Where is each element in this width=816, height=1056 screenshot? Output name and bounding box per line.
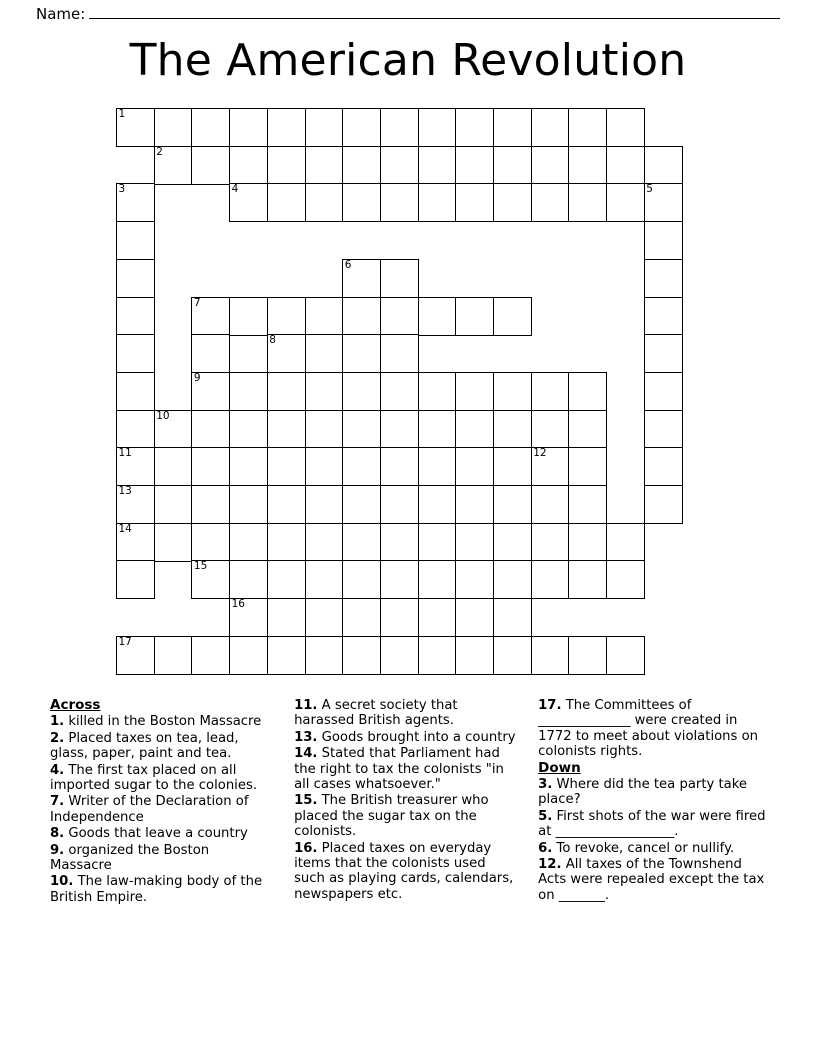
grid-cell-number: 7: [193, 296, 201, 309]
clue-text: The British treasurer who placed the sugar tax on the colonists.: [294, 793, 489, 840]
grid-cell[interactable]: [380, 372, 419, 411]
grid-cell[interactable]: [116, 108, 155, 147]
grid-cell[interactable]: [267, 410, 306, 449]
clue-item: [294, 730, 516, 745]
grid-cell[interactable]: [342, 334, 381, 373]
grid-cell[interactable]: [455, 636, 494, 675]
clue-number: 10.: [50, 874, 74, 890]
grid-cell[interactable]: [380, 485, 419, 524]
clue-item: [294, 793, 516, 839]
grid-cell[interactable]: [267, 297, 306, 336]
grid-cell[interactable]: [380, 146, 419, 185]
grid-cell[interactable]: [267, 108, 306, 147]
page-title: The American Revolution: [129, 35, 687, 86]
grid-cell[interactable]: [342, 259, 381, 298]
clue-number: 1.: [50, 714, 65, 730]
grid-cell[interactable]: [305, 146, 344, 185]
grid-cell-number: 12: [533, 447, 547, 460]
grid-cell[interactable]: [116, 410, 155, 449]
grid-cell-number: 10: [156, 409, 170, 422]
grid-cell[interactable]: [229, 560, 268, 599]
clue-number: 17.: [538, 698, 562, 713]
grid-cell[interactable]: [191, 447, 230, 486]
grid-cell[interactable]: [342, 410, 381, 449]
clue-number: 7.: [50, 794, 65, 810]
grid-cell[interactable]: [267, 636, 306, 675]
clue-text: Stated that Parliament had the right to tax the colonists "in all cases whatsoever.": [294, 746, 504, 793]
grid-cell[interactable]: [116, 183, 155, 222]
grid-cell[interactable]: [531, 372, 570, 411]
grid-cell[interactable]: [191, 108, 230, 147]
clue-item: [294, 841, 516, 903]
grid-cell[interactable]: [116, 297, 155, 336]
clue-item: [294, 746, 516, 792]
grid-cell[interactable]: [568, 523, 607, 562]
grid-cell[interactable]: [606, 183, 645, 222]
grid-cell[interactable]: [455, 146, 494, 185]
clue-number: 5.: [538, 808, 553, 824]
clue-number: 12.: [538, 857, 562, 873]
clue-text: All taxes of the Townshend Acts were repealed except the tax on _______.: [538, 857, 765, 903]
grid-cell[interactable]: [380, 560, 419, 599]
grid-cell[interactable]: [493, 108, 532, 147]
grid-cell[interactable]: [305, 523, 344, 562]
down-heading: Down: [538, 759, 581, 776]
grid-cell[interactable]: [418, 410, 457, 449]
clue-number: 15.: [294, 793, 318, 809]
grid-cell[interactable]: [455, 447, 494, 486]
grid-cell[interactable]: [455, 372, 494, 411]
grid-cell[interactable]: [267, 183, 306, 222]
grid-cell[interactable]: [229, 410, 268, 449]
grid-cell[interactable]: [493, 183, 532, 222]
grid-cell-number: 9: [193, 371, 201, 384]
clue-item: [50, 731, 272, 762]
clue-number: 9.: [50, 842, 65, 858]
grid-cell[interactable]: [418, 560, 457, 599]
clue-number: 2.: [50, 730, 65, 746]
clue-text: The Committees of ______________ were created in 1772 to meet about violations on colonists rights.: [538, 698, 759, 760]
grid-cell[interactable]: [418, 183, 457, 222]
grid-cell[interactable]: [116, 259, 155, 298]
grid-cell[interactable]: [455, 297, 494, 336]
grid-cell-number: 3: [118, 183, 126, 196]
grid-cell[interactable]: [305, 447, 344, 486]
grid-cell[interactable]: [305, 183, 344, 222]
grid-cell[interactable]: [493, 146, 532, 185]
clue-item: [294, 698, 516, 729]
clue-column-2: [294, 698, 516, 958]
grid-cell[interactable]: [154, 636, 193, 675]
grid-cell[interactable]: [531, 183, 570, 222]
grid-cell[interactable]: [191, 523, 230, 562]
grid-cell[interactable]: [305, 334, 344, 373]
grid-cell[interactable]: [267, 485, 306, 524]
clue-number: 11.: [294, 698, 318, 713]
grid-cell[interactable]: [342, 146, 381, 185]
grid-cell[interactable]: [568, 485, 607, 524]
clue-text: killed in the Boston Massacre: [64, 714, 262, 730]
grid-cell[interactable]: [191, 485, 230, 524]
grid-cell[interactable]: [342, 523, 381, 562]
grid-cell[interactable]: [531, 523, 570, 562]
clue-number: 4.: [50, 762, 65, 778]
grid-cell[interactable]: [455, 598, 494, 637]
grid-cell[interactable]: [493, 297, 532, 336]
clue-column-1: [50, 698, 272, 958]
grid-cell[interactable]: [229, 108, 268, 147]
grid-cell[interactable]: [229, 598, 268, 637]
clue-number: 8.: [50, 826, 65, 842]
grid-cell[interactable]: [455, 108, 494, 147]
grid-cell[interactable]: [493, 636, 532, 675]
grid-cell[interactable]: [493, 372, 532, 411]
grid-cell[interactable]: [606, 636, 645, 675]
grid-cell[interactable]: [606, 523, 645, 562]
grid-cell[interactable]: [229, 447, 268, 486]
clue-text: A secret society that harassed British agents.: [294, 698, 458, 729]
clue-number: 6.: [538, 840, 553, 856]
grid-cell-number: 15: [193, 560, 208, 573]
grid-cell[interactable]: [154, 523, 193, 562]
grid-cell[interactable]: [342, 108, 381, 147]
grid-cell[interactable]: [493, 410, 532, 449]
grid-cell[interactable]: [644, 297, 683, 336]
grid-cell[interactable]: [418, 108, 457, 147]
grid-cell[interactable]: [644, 183, 683, 222]
grid-cell[interactable]: [606, 560, 645, 599]
grid-cell[interactable]: [418, 372, 457, 411]
grid-cell[interactable]: [154, 447, 193, 486]
grid-cell[interactable]: [116, 372, 155, 411]
clue-text: Goods that leave a country: [64, 826, 248, 842]
clue-item: [50, 826, 272, 841]
grid-cell[interactable]: [418, 485, 457, 524]
grid-cell[interactable]: [229, 146, 268, 185]
grid-cell[interactable]: [644, 334, 683, 373]
grid-cell[interactable]: [305, 108, 344, 147]
grid-cell-number: 8: [269, 334, 276, 347]
grid-cell[interactable]: [418, 297, 457, 336]
grid-cell[interactable]: [455, 485, 494, 524]
grid-cell[interactable]: [267, 334, 306, 373]
grid-cell[interactable]: [644, 447, 683, 486]
clue-item: [538, 809, 770, 840]
grid-cell[interactable]: [116, 636, 155, 675]
grid-cell[interactable]: [644, 221, 683, 260]
grid-cell[interactable]: [154, 146, 193, 185]
clue-number: 14.: [294, 746, 318, 762]
grid-cell[interactable]: [305, 410, 344, 449]
grid-cell-number: 17: [118, 635, 132, 648]
grid-cell[interactable]: [305, 598, 344, 637]
grid-cell[interactable]: [531, 108, 570, 147]
clue-item: [50, 714, 272, 729]
grid-cell[interactable]: [116, 221, 155, 260]
grid-cell[interactable]: [493, 523, 532, 562]
grid-cell[interactable]: [455, 183, 494, 222]
grid-cell[interactable]: [644, 485, 683, 524]
grid-cell[interactable]: [116, 523, 155, 562]
clue-text: Writer of the Declaration of Independence: [50, 794, 249, 825]
grid-cell[interactable]: [191, 334, 230, 373]
grid-cell[interactable]: [342, 560, 381, 599]
grid-cell[interactable]: [154, 485, 193, 524]
grid-cell[interactable]: [380, 334, 419, 373]
grid-cell[interactable]: [455, 523, 494, 562]
across-heading: Across: [50, 697, 101, 713]
grid-cell[interactable]: [229, 297, 268, 336]
grid-cell[interactable]: [267, 523, 306, 562]
grid-cell[interactable]: [493, 485, 532, 524]
grid-cell[interactable]: [342, 447, 381, 486]
grid-cell[interactable]: [531, 447, 570, 486]
grid-cell-number: 16: [231, 598, 245, 611]
grid-cell-number: 1: [118, 108, 126, 120]
grid-cell[interactable]: [342, 183, 381, 222]
grid-cell[interactable]: [191, 410, 230, 449]
grid-cell[interactable]: [380, 108, 419, 147]
grid-cell[interactable]: [191, 560, 230, 599]
grid-cell[interactable]: [380, 636, 419, 675]
clue-column-3: [538, 698, 770, 958]
clue-item: [538, 698, 770, 760]
grid-cell[interactable]: [116, 485, 155, 524]
clue-text: Goods brought into a country: [317, 729, 516, 745]
grid-cell[interactable]: [342, 297, 381, 336]
grid-cell[interactable]: [568, 410, 607, 449]
grid-cell[interactable]: [154, 410, 193, 449]
grid-cell[interactable]: [305, 297, 344, 336]
name-row: [36, 4, 780, 23]
grid-cell-number: 4: [231, 183, 239, 196]
grid-cell[interactable]: [531, 636, 570, 675]
grid-cell[interactable]: [229, 636, 268, 675]
grid-cell-number: 5: [646, 183, 653, 196]
grid-cell[interactable]: [342, 598, 381, 637]
grid-cell[interactable]: [267, 598, 306, 637]
grid-cell[interactable]: [191, 297, 230, 336]
grid-cell[interactable]: [493, 447, 532, 486]
grid-cell[interactable]: [568, 146, 607, 185]
grid-cell[interactable]: [116, 447, 155, 486]
grid-cell[interactable]: [342, 636, 381, 675]
grid-cell[interactable]: [418, 636, 457, 675]
grid-cell[interactable]: [531, 485, 570, 524]
grid-cell[interactable]: [305, 372, 344, 411]
grid-cell[interactable]: [568, 108, 607, 147]
grid-cell[interactable]: [305, 485, 344, 524]
clue-text: Where did the tea party take place?: [538, 777, 748, 808]
crossword-grid[interactable]: [116, 108, 702, 692]
grid-cell[interactable]: [229, 372, 268, 411]
grid-cell[interactable]: [380, 410, 419, 449]
grid-cell-number: 13: [118, 485, 132, 497]
grid-cell[interactable]: [342, 485, 381, 524]
grid-cell[interactable]: [531, 560, 570, 599]
grid-cell[interactable]: [116, 334, 155, 373]
grid-cell[interactable]: [418, 523, 457, 562]
grid-cell[interactable]: [568, 447, 607, 486]
grid-cell[interactable]: [267, 560, 306, 599]
grid-cell-number: 6: [344, 258, 352, 271]
grid-cell[interactable]: [644, 410, 683, 449]
clue-item: [50, 794, 272, 825]
grid-cell[interactable]: [606, 146, 645, 185]
grid-cell[interactable]: [191, 372, 230, 411]
grid-cell[interactable]: [418, 146, 457, 185]
clue-number: 13.: [294, 729, 318, 745]
clue-item: [538, 777, 770, 808]
grid-cell[interactable]: [644, 146, 683, 185]
grid-cell-number: 11: [118, 447, 132, 460]
grid-cell[interactable]: [380, 523, 419, 562]
clue-item: [538, 857, 770, 903]
clue-text: Placed taxes on everyday items that the colonists used such as playing cards, calendars, newspapers etc.: [294, 840, 514, 902]
grid-cell[interactable]: [380, 297, 419, 336]
grid-cell[interactable]: [380, 598, 419, 637]
grid-cell[interactable]: [267, 146, 306, 185]
clue-text: First shots of the war were fired at __________________.: [538, 808, 766, 840]
grid-cell-number: 14: [118, 522, 132, 535]
grid-cell[interactable]: [493, 560, 532, 599]
grid-cell[interactable]: [493, 598, 532, 637]
clue-number: 16.: [294, 840, 318, 856]
grid-cell[interactable]: [229, 183, 268, 222]
clue-item: [50, 763, 272, 794]
grid-cell[interactable]: [418, 447, 457, 486]
grid-cell[interactable]: [191, 146, 230, 185]
clue-text: The law-making body of the British Empire.: [50, 874, 263, 905]
grid-cell[interactable]: [267, 447, 306, 486]
grid-cell[interactable]: [568, 560, 607, 599]
grid-cell[interactable]: [531, 410, 570, 449]
grid-cell[interactable]: [455, 410, 494, 449]
grid-cell[interactable]: [305, 636, 344, 675]
grid-cell[interactable]: [418, 598, 457, 637]
grid-cell[interactable]: [644, 259, 683, 298]
clue-item: [538, 841, 770, 856]
clue-item: [50, 843, 272, 874]
grid-cell[interactable]: [644, 372, 683, 411]
grid-cell[interactable]: [305, 560, 344, 599]
grid-cell[interactable]: [229, 523, 268, 562]
grid-cell[interactable]: [229, 485, 268, 524]
grid-cell[interactable]: [380, 259, 419, 298]
grid-cell[interactable]: [154, 108, 193, 147]
clue-text: To revoke, cancel or nullify.: [552, 840, 735, 856]
grid-cell[interactable]: [568, 183, 607, 222]
grid-cell[interactable]: [267, 372, 306, 411]
clue-text: organized the Boston Massacre: [50, 842, 210, 874]
grid-cell[interactable]: [342, 372, 381, 411]
grid-cell[interactable]: [455, 560, 494, 599]
clue-text: The first tax placed on all imported sugar to the colonies.: [50, 762, 258, 794]
grid-cell[interactable]: [380, 447, 419, 486]
grid-cell[interactable]: [191, 636, 230, 675]
grid-cell[interactable]: [380, 183, 419, 222]
clue-number: 3.: [538, 777, 553, 793]
name-write-line[interactable]: [89, 4, 780, 19]
grid-cell[interactable]: [531, 146, 570, 185]
grid-cell[interactable]: [568, 636, 607, 675]
grid-cell[interactable]: [116, 560, 155, 599]
clue-text: Placed taxes on tea, lead, glass, paper, paint and tea.: [50, 730, 239, 762]
grid-cell[interactable]: [568, 372, 607, 411]
grid-cell[interactable]: [606, 108, 645, 147]
name-label: Name:: [36, 5, 86, 23]
grid-cell-number: 2: [156, 145, 163, 158]
clue-item: [50, 874, 272, 905]
clues-section: [50, 698, 770, 958]
